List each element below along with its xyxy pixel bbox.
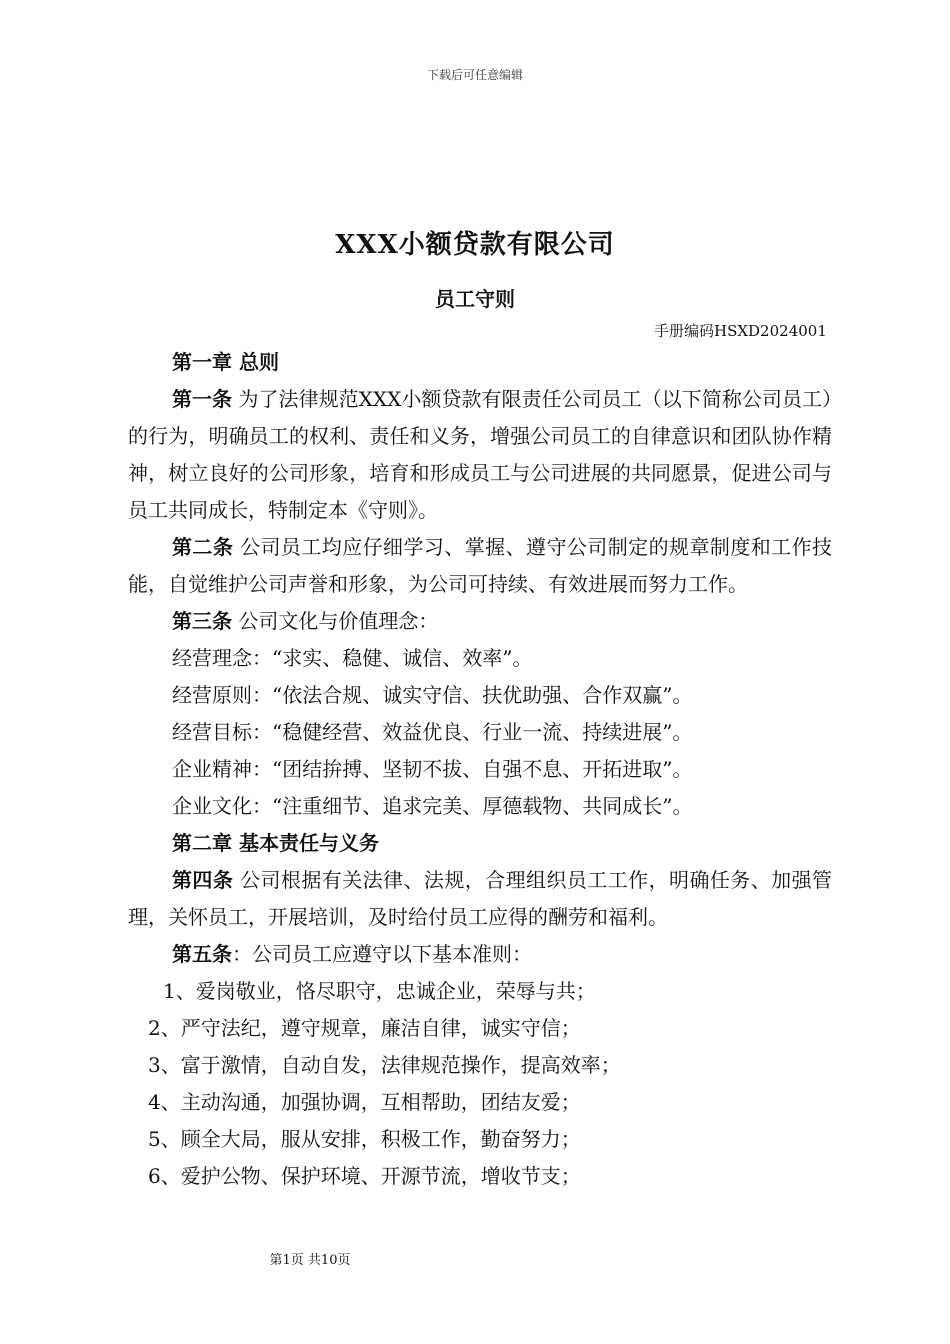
page-footer: 第1页 共10页 bbox=[269, 1253, 351, 1268]
article-label: 第四条 bbox=[172, 868, 234, 892]
article-3 bbox=[128, 603, 832, 640]
chapter-heading: 第二章 基本责任与义务 bbox=[172, 831, 379, 855]
document-body bbox=[128, 344, 832, 1195]
culture-item: 经营目标：“稳健经营、效益优良、行业一流、持续进展”。 bbox=[172, 720, 693, 744]
article-text: 公司员工均应仔细学习、掌握、遵守公司制定的规章制度和工作技能，自觉维护公司声誉和形象，为公司可持续、有效进展而努力工作。 bbox=[128, 535, 833, 596]
article-text: 公司根据有关法律、法规，合理组织员工工作，明确任务、加强管理，关怀员工，开展培训，及时给付员工应得的酬劳和福利。 bbox=[128, 868, 833, 929]
rule-item: 3、富于激情，自动自发，法律规范操作，提高效率； bbox=[148, 1053, 621, 1077]
culture-item: 企业精神：“团结拚搏、坚韧不拔、自强不息、开拓进取”。 bbox=[172, 757, 693, 781]
rule-item: 1、爱岗敬业，恪尽职守，忠诚企业，荣辱与共； bbox=[163, 979, 596, 1003]
article-4 bbox=[128, 862, 832, 936]
article-text: ：公司员工应遵守以下基本准则： bbox=[232, 942, 532, 966]
chapter-heading: 第一章 总则 bbox=[172, 350, 279, 374]
manual-code: 手册编码HSXD2024001 bbox=[654, 322, 827, 340]
article-label: 第三条 bbox=[172, 609, 232, 633]
rule-item: 4、主动沟通，加强协调，互相帮助，团结友爱； bbox=[148, 1090, 581, 1114]
article-label: 第五条 bbox=[172, 942, 232, 966]
rule-item: 2、严守法纪，遵守规章，廉洁自律，诚实守信； bbox=[148, 1016, 581, 1040]
article-1 bbox=[128, 381, 832, 529]
culture-item: 经营原则：“依法合规、诚实守信、扶优助强、合作双赢”。 bbox=[172, 683, 693, 707]
culture-item: 企业文化：“注重细节、追求完美、厚德载物、共同成长”。 bbox=[172, 794, 693, 818]
article-label: 第一条 bbox=[172, 387, 233, 411]
culture-item: 经营理念：“求实、稳健、诚信、效率”。 bbox=[172, 646, 533, 670]
rule-item: 6、爱护公物、保护环境、开源节流，增收节支； bbox=[148, 1164, 581, 1188]
article-text: 公司文化与价值理念： bbox=[232, 609, 439, 633]
rule-item: 5、顾全大局，服从安排，积极工作，勤奋努力； bbox=[148, 1127, 581, 1151]
company-title: XXX小额贷款有限公司 bbox=[335, 230, 615, 260]
article-label: 第二条 bbox=[172, 535, 234, 559]
article-5 bbox=[128, 936, 832, 973]
article-text: 为了法律规范XXX小额贷款有限责任公司员工（以下简称公司员工）的行为，明确员工的权利、责任和义务，增强公司员工的自律意识和团队协作精神，树立良好的公司形象，培育和形成员工与公司进展的共同愿景，促进公司与员工共同成长，特制定本《守则》。 bbox=[128, 387, 833, 522]
article-2 bbox=[128, 529, 832, 603]
header-note: 下载后可任意编辑 bbox=[426, 68, 523, 82]
document-title: 员工守则 bbox=[435, 287, 515, 311]
